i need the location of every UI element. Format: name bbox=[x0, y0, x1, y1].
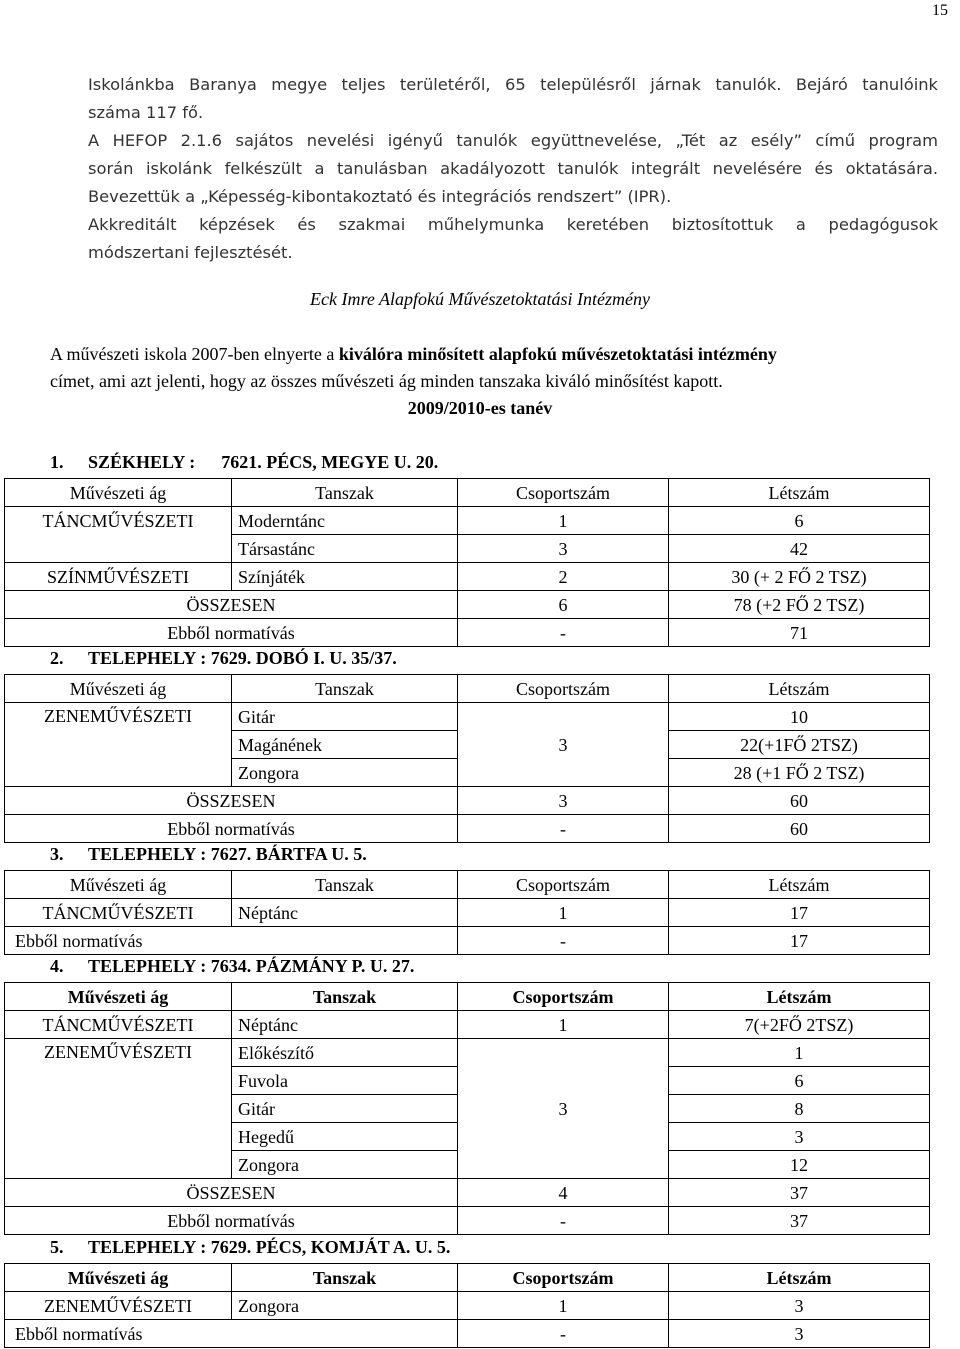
intro-line: A HEFOP 2.1.6 sajátos nevelési igényű tanulók együttnevelése, „Tét az esély” című program bbox=[88, 131, 938, 150]
intro-line: Bevezettük a „Képesség-kibontakoztató és integrációs rendszert” (IPR). bbox=[88, 187, 672, 206]
count-cell: 1 bbox=[669, 1039, 930, 1067]
site-label: TELEPHELY : 7629. PÉCS, KOMJÁT A. U. 5. bbox=[88, 1237, 451, 1257]
total-row bbox=[5, 1179, 930, 1207]
table-row bbox=[5, 507, 930, 535]
section-title: Eck Imre Alapfokú Művészetoktatási Intézmény bbox=[310, 289, 650, 309]
subject-cell: Hegedű bbox=[232, 1123, 458, 1151]
normative-label: Ebből normatívás bbox=[5, 1320, 458, 1348]
normative-row bbox=[5, 1320, 930, 1348]
normative-label: Ebből normatívás bbox=[5, 1207, 458, 1235]
count-cell: 42 bbox=[669, 535, 930, 563]
intro-line: Akkreditált képzések és szakmai műhelymunka keretében biztosítottuk a pedagógusok bbox=[88, 215, 938, 234]
groups-cell: - bbox=[458, 927, 669, 955]
groups-cell: - bbox=[458, 815, 669, 843]
col-count-header: Létszám bbox=[669, 983, 930, 1011]
col-count-header: Létszám bbox=[669, 675, 930, 703]
subject-cell: Néptánc bbox=[232, 1011, 458, 1039]
site-label: TELEPHELY : 7627. BÁRTFA U. 5. bbox=[88, 844, 367, 864]
groups-cell: 1 bbox=[458, 1292, 669, 1320]
table-row bbox=[5, 535, 930, 563]
col-count-header: Létszám bbox=[669, 871, 930, 899]
subject-cell: Gitár bbox=[232, 703, 458, 731]
col-subject-header: Tanszak bbox=[232, 1264, 458, 1292]
normative-row bbox=[5, 815, 930, 843]
count-cell: 8 bbox=[669, 1095, 930, 1123]
site-number: 3. bbox=[50, 844, 64, 864]
col-branch-header: Művészeti ág bbox=[5, 871, 232, 899]
col-groups-header: Csoportszám bbox=[458, 1264, 669, 1292]
groups-cell: - bbox=[458, 1207, 669, 1235]
subject-cell: Moderntánc bbox=[232, 507, 458, 535]
site-2-table bbox=[4, 674, 930, 843]
branch-cell: ZENEMŰVÉSZETI bbox=[5, 1039, 232, 1179]
total-row bbox=[5, 591, 930, 619]
award-text-bold: kiválóra minősített alapfokú művészetoktatási intézmény bbox=[338, 344, 777, 364]
total-label: ÖSSZESEN bbox=[5, 591, 458, 619]
col-subject-header: Tanszak bbox=[232, 479, 458, 507]
table-row bbox=[5, 563, 930, 591]
subject-cell: Előkészítő bbox=[232, 1039, 458, 1067]
table-row bbox=[5, 899, 930, 927]
groups-cell: 2 bbox=[458, 563, 669, 591]
col-count-header: Létszám bbox=[669, 479, 930, 507]
branch-cell: TÁNCMŰVÉSZETI bbox=[5, 507, 232, 535]
site-5-table bbox=[4, 1263, 930, 1348]
col-branch-header: Művészeti ág bbox=[5, 675, 232, 703]
groups-cell: 4 bbox=[458, 1179, 669, 1207]
count-cell: 37 bbox=[669, 1207, 930, 1235]
site-heading bbox=[50, 1237, 450, 1258]
branch-cell: TÁNCMŰVÉSZETI bbox=[5, 1011, 232, 1039]
groups-cell: 1 bbox=[458, 507, 669, 535]
intro-line: száma 117 fő. bbox=[88, 103, 204, 122]
normative-label: Ebből normatívás bbox=[5, 619, 458, 647]
count-cell: 6 bbox=[669, 507, 930, 535]
groups-cell: - bbox=[458, 619, 669, 647]
groups-cell: 3 bbox=[458, 787, 669, 815]
table-header-row bbox=[5, 871, 930, 899]
count-cell: 60 bbox=[669, 815, 930, 843]
intro-line: Iskolánkba Baranya megye teljes területéről, 65 településről járnak tanulók. Bejáró tanulóink bbox=[88, 75, 938, 94]
count-cell: 17 bbox=[669, 899, 930, 927]
site-label: TELEPHELY : 7629. DOBÓ I. U. 35/37. bbox=[88, 648, 397, 668]
col-branch-header: Művészeti ág bbox=[5, 983, 232, 1011]
site-4-table bbox=[4, 982, 930, 1235]
groups-cell: 6 bbox=[458, 591, 669, 619]
site-number: 1. bbox=[50, 452, 64, 472]
col-groups-header: Csoportszám bbox=[458, 871, 669, 899]
subject-cell: Magánének bbox=[232, 731, 458, 759]
branch-cell: TÁNCMŰVÉSZETI bbox=[5, 899, 232, 927]
branch-cell: SZÍNMŰVÉSZETI bbox=[5, 563, 232, 591]
award-text-post: címet, ami azt jelenti, hogy az összes művészeti ág minden tanszaka kiváló minősítést kapott. bbox=[50, 371, 723, 391]
intro-line: módszertani fejlesztését. bbox=[88, 243, 293, 262]
table-header-row bbox=[5, 675, 930, 703]
count-cell: 7(+2FŐ 2TSZ) bbox=[669, 1011, 930, 1039]
intro-paragraph bbox=[88, 71, 938, 267]
count-cell: 71 bbox=[669, 619, 930, 647]
site-number: 5. bbox=[50, 1237, 64, 1257]
subject-cell: Zongora bbox=[232, 759, 458, 787]
normative-label: Ebből normatívás bbox=[5, 927, 458, 955]
count-cell: 60 bbox=[669, 787, 930, 815]
col-branch-header: Művészeti ág bbox=[5, 479, 232, 507]
subject-cell: Zongora bbox=[232, 1151, 458, 1179]
total-row bbox=[5, 787, 930, 815]
table-row bbox=[5, 1292, 930, 1320]
count-cell: 37 bbox=[669, 1179, 930, 1207]
groups-cell: - bbox=[458, 1320, 669, 1348]
col-subject-header: Tanszak bbox=[232, 983, 458, 1011]
count-cell: 30 (+ 2 FŐ 2 TSZ) bbox=[669, 563, 930, 591]
table-row bbox=[5, 1011, 930, 1039]
groups-cell: 3 bbox=[458, 703, 669, 787]
site-heading bbox=[50, 956, 414, 977]
count-cell: 28 (+1 FŐ 2 TSZ) bbox=[669, 759, 930, 787]
branch-cell: ZENEMŰVÉSZETI bbox=[5, 1292, 232, 1320]
count-cell: 10 bbox=[669, 703, 930, 731]
branch-cell bbox=[5, 535, 232, 563]
site-heading bbox=[50, 844, 367, 865]
site-number: 2. bbox=[50, 648, 64, 668]
site-label: TELEPHELY : 7634. PÁZMÁNY P. U. 27. bbox=[88, 956, 415, 976]
normative-row bbox=[5, 1207, 930, 1235]
award-text-pre: A művészeti iskola 2007-ben elnyerte a bbox=[50, 344, 339, 364]
site-heading bbox=[50, 648, 397, 669]
count-cell: 78 (+2 FŐ 2 TSZ) bbox=[669, 591, 930, 619]
col-subject-header: Tanszak bbox=[232, 871, 458, 899]
subject-cell: Fuvola bbox=[232, 1067, 458, 1095]
site-1-table bbox=[4, 478, 930, 647]
count-cell: 22(+1FŐ 2TSZ) bbox=[669, 731, 930, 759]
count-cell: 17 bbox=[669, 927, 930, 955]
table-row bbox=[5, 1039, 930, 1067]
groups-cell: 3 bbox=[458, 535, 669, 563]
school-year: 2009/2010-es tanév bbox=[407, 398, 553, 418]
count-cell: 3 bbox=[669, 1123, 930, 1151]
groups-cell: 3 bbox=[458, 1039, 669, 1179]
total-label: ÖSSZESEN bbox=[5, 1179, 458, 1207]
count-cell: 3 bbox=[669, 1320, 930, 1348]
col-subject-header: Tanszak bbox=[232, 675, 458, 703]
table-row bbox=[5, 703, 930, 731]
subject-cell: Társastánc bbox=[232, 535, 458, 563]
page-number: 15 bbox=[932, 2, 948, 19]
subject-cell: Zongora bbox=[232, 1292, 458, 1320]
table-header-row bbox=[5, 983, 930, 1011]
normative-row bbox=[5, 927, 930, 955]
normative-label: Ebből normatívás bbox=[5, 815, 458, 843]
col-groups-header: Csoportszám bbox=[458, 479, 669, 507]
site-address: 7621. PÉCS, MEGYE U. 20. bbox=[221, 452, 439, 472]
subject-cell: Néptánc bbox=[232, 899, 458, 927]
normative-row bbox=[5, 619, 930, 647]
col-branch-header: Művészeti ág bbox=[5, 1264, 232, 1292]
site-heading bbox=[50, 452, 438, 473]
col-count-header: Létszám bbox=[669, 1264, 930, 1292]
count-cell: 12 bbox=[669, 1151, 930, 1179]
count-cell: 6 bbox=[669, 1067, 930, 1095]
count-cell: 3 bbox=[669, 1292, 930, 1320]
subject-cell: Színjáték bbox=[232, 563, 458, 591]
table-header-row bbox=[5, 1264, 930, 1292]
col-groups-header: Csoportszám bbox=[458, 983, 669, 1011]
site-3-table bbox=[4, 870, 930, 955]
table-header-row bbox=[5, 479, 930, 507]
award-paragraph bbox=[50, 341, 930, 395]
groups-cell: 1 bbox=[458, 899, 669, 927]
branch-cell: ZENEMŰVÉSZETI bbox=[5, 703, 232, 787]
site-label: SZÉKHELY : bbox=[88, 452, 196, 472]
subject-cell: Gitár bbox=[232, 1095, 458, 1123]
groups-cell: 1 bbox=[458, 1011, 669, 1039]
intro-line: során iskolánk felkészült a tanulásban akadályozott tanulók integrált nevelésére és oktatására. bbox=[88, 159, 938, 178]
total-label: ÖSSZESEN bbox=[5, 787, 458, 815]
site-number: 4. bbox=[50, 956, 64, 976]
col-groups-header: Csoportszám bbox=[458, 675, 669, 703]
